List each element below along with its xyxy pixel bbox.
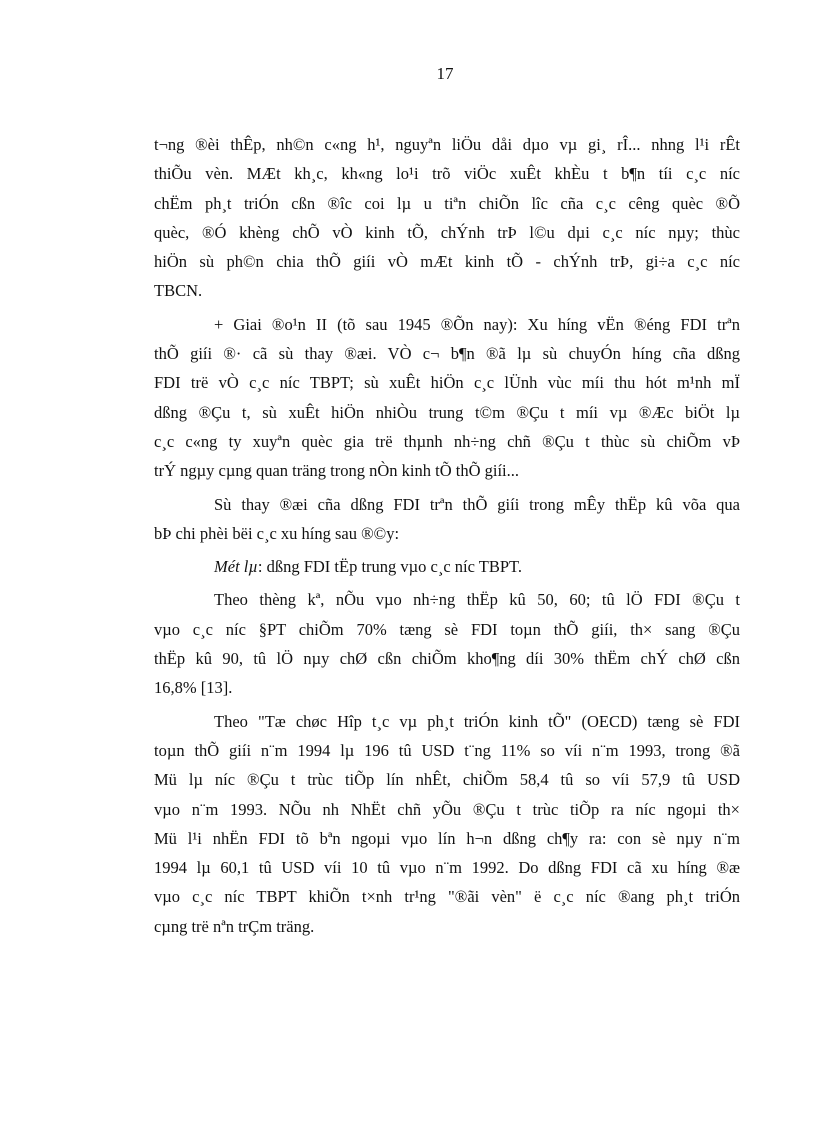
text-line: t¬ng ®èi thÊp, nh©n c«ng h¹, nguyªn liÖu dåi dµo vµ gi¸ rÎ... nhng l¹i rÊt [154,135,740,154]
text-line: vµo c¸c níc §PT chiÕm 70% tæng sè FDI toµn thÕ giíi, th× sang ®Çu [154,619,740,639]
paragraph [154,310,740,486]
emphasis-lead: Mét lµ [214,557,258,577]
document-body [154,130,740,945]
text-line: toµn thÕ giíi n¨m 1994 lµ 196 tû USD t¨ng 11% so víi n¨m 1993, trong ®ã [154,740,740,760]
text-line: bÞ chi phèi bëi c¸c xu híng sau ®©y: [154,523,400,543]
text-line: chËm ph¸t triÓn cßn ®îc coi lµ u tiªn chiÕn lîc cña c¸c cêng quèc ®Õ [154,193,740,213]
text-line: hiÖn sù ph©n chia thÕ giíi vÒ mÆt kinh tÕ - chÝnh trÞ, gi÷a c¸c níc [154,252,740,272]
text-run: : dßng FDI tËp trung vµo c¸c níc TBPT. [257,557,523,577]
page-number: 17 [436,64,454,83]
text-line: 1994 lµ 60,1 tû USD víi 10 tû vµo n¨m 1992. Do dßng FDI cã xu híng ®æ [154,858,740,878]
text-line: vµo n¨m 1993. NÕu nh NhËt chñ yÕu ®Çu t trùc tiÕp ra níc ngoµi th× [154,799,740,819]
text-line: Theo thèng kª, nÕu vµo nh÷ng thËp kû 50, 60; tû lÖ FDI ®Çu t [214,590,740,610]
paragraph [154,707,740,941]
text-line: vµo c¸c níc TBPT khiÕn t×nh tr¹ng "®ãi vèn" ë c¸c níc ®ang ph¸t triÓn [154,887,740,907]
text-line [154,552,740,581]
paragraph [154,490,740,549]
text-line: dßng ®Çu t, sù xuÊt hiÖn nhiÒu trung t©m ®Çu t míi vµ ®Æc biÖt lµ [154,402,740,422]
text-line: TBCN. [154,281,203,301]
text-line: + Giai ®o¹n II (tõ sau 1945 ®Õn nay): Xu híng vËn ®éng FDI trªn [214,314,740,334]
text-line: thiÕu vèn. MÆt kh¸c, kh«ng lo¹i trõ viÖc xuÊt khÈu t b¶n tíi c¸c níc [154,164,740,184]
text-line: FDI trë vÒ c¸c níc TBPT; sù xuÊt hiÖn c¸c lÜnh vùc míi thu hót m¹nh mÏ [154,373,740,393]
text-line: quèc, ®Ó khèng chÕ vÒ kinh tÕ, chÝnh trÞ l©u dµi c¸c níc nµy; thùc [154,222,740,242]
text-line: 16,8% [13]. [154,678,233,698]
text-line: cµng trë nªn trÇm träng. [154,916,315,936]
text-line: Sù thay ®æi cña dßng FDI trªn thÕ giíi trong mÊy thËp kû võa qua [214,494,740,514]
text-line: c¸c c«ng ty xuyªn quèc gia trë thµnh nh÷ng chñ ®Çu t thùc sù chiÕm vÞ [154,431,740,451]
text-line: Mü lµ níc ®Çu t trùc tiÕp lín nhÊt, chiÕm 58,4 tû so víi 57,9 tû USD [154,770,740,790]
paragraph [154,130,740,306]
text-line: thÕ giíi ®· cã sù thay ®æi. VÒ c¬ b¶n ®ã lµ sù chuyÓn híng cña dßng [154,344,740,364]
paragraph [154,552,740,581]
text-line: Mü l¹i nhËn FDI tõ bªn ngoµi vµo lín h¬n dßng ch¶y ra: con sè nµy n¨m [154,828,740,848]
text-line: Theo "Tæ chøc Hîp t¸c vµ ph¸t triÓn kinh tÕ" (OECD) tæng sè FDI [214,711,740,731]
text-line: thËp kû 90, tû lÖ nµy chØ cßn chiÕm kho¶ng díi 30% thËm chÝ chØ cßn [154,649,740,669]
text-line: trÝ ngµy cµng quan träng trong nÒn kinh tÕ thÕ giíi... [154,461,520,481]
paragraph [154,585,740,702]
